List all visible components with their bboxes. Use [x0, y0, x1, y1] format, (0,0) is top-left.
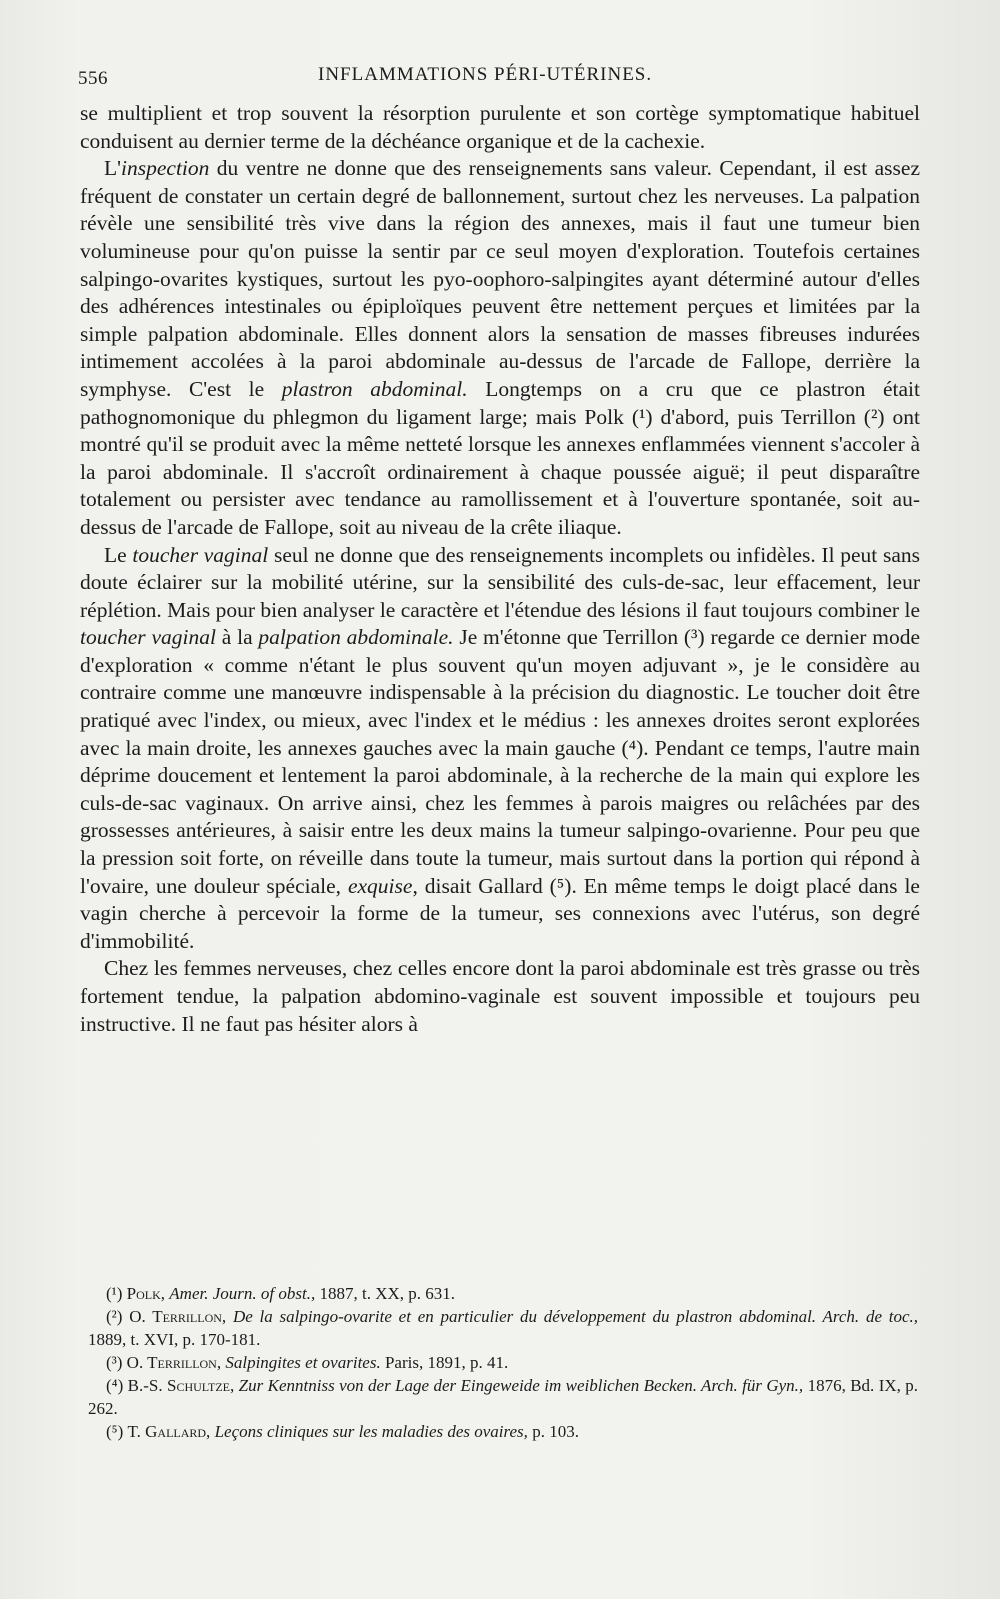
footnote — [88, 1305, 918, 1351]
italic-term: inspection — [121, 156, 210, 181]
footnote-title: Zur Kenntniss von der Lage der Eingeweide im weiblichen Becken. Arch. für Gyn., — [238, 1376, 804, 1395]
paragraph-1: se multiplient et trop souvent la résorption purulente et son cortège symptomatique habituel conduisent au dernier terme de la déchéance organique et de la cachexie. — [80, 101, 920, 153]
footnote-title: Leçons cliniques sur les maladies des ovaires, — [214, 1422, 528, 1441]
text-segment: à la — [215, 625, 259, 650]
footnote-rest: 1876, Bd. IX, p. 262. — [88, 1376, 919, 1418]
italic-term: plastron abdominal. — [281, 376, 468, 401]
footnote-author: Polk, — [126, 1284, 166, 1303]
footnote-mark: (²) — [106, 1307, 123, 1326]
footnote — [88, 1282, 918, 1305]
running-title: INFLAMMATIONS PÉRI-UTÉRINES. — [318, 64, 653, 85]
footnote-rest: 1887, t. XX, p. 631. — [315, 1284, 455, 1303]
paragraph-toucher-vaginal — [80, 542, 920, 956]
text-segment: L' — [104, 156, 122, 181]
text-segment: , disait Gallard (⁵). En même temps le doigt placé dans le vagin cherche à percevoir la forme de la tumeur, ses connexions avec l'utérus, son degré d'immobilité. — [80, 873, 920, 953]
footnote-rest: p. 103. — [527, 1422, 579, 1441]
footnote-author: O. Terrillon, — [126, 1353, 222, 1372]
footnote-rest: 1889, t. XVI, p. 170-181. — [88, 1330, 261, 1349]
text-segment: du ventre ne donne que des renseignements sans valeur. Cependant, il est assez fréquent de constater un certain degré de ballonnement, surtout chez les nerveuses. La palpation révèle une sensibilité très vive dans la région des annexes, mais il faut une tumeur bien volumineuse pour qu'on puisse la sentir par ce seul moyen d'exploration. Toutefois certaines salpingo-ovarites kystiques, surtout les pyo-oophoro-salpingites ayant déterminé autour d'elles des adhérences intestinales ou épiploïques peuvent être nettement perçues et limitées par la simple palpation abdominale. Elles donnent alors la sensation de masses fibreuses indurées intimement accolées à la paroi abdominale au-dessus de l'arcade de Fallope, derrière la symphyse. C'est le — [80, 156, 920, 401]
main-text — [80, 100, 920, 1038]
footnotes — [88, 1282, 918, 1443]
footnote — [88, 1351, 918, 1374]
footnote-mark: (⁴) — [106, 1376, 124, 1395]
footnote-title: Amer. Journ. of obst., — [169, 1284, 316, 1303]
italic-term: toucher vaginal — [132, 542, 269, 567]
footnote — [88, 1374, 918, 1420]
footnote-author: O. Terrillon, — [129, 1307, 227, 1326]
footnote-mark: (⁵) — [106, 1422, 124, 1441]
text-segment: seul ne donne que des renseignements incomplets ou infidèles. Il peut sans doute éclairer sur la mobilité utérine, sur la sensibilité des culs-de-sac, leur effacement, leur réplétion. Mais pour bien analyser le caractère et l'étendue des lésions il faut toujours combiner le — [80, 542, 920, 622]
text-segment: Le — [104, 542, 133, 567]
paragraph-inspection — [80, 155, 920, 541]
footnote-rest: Paris, 1891, p. 41. — [380, 1353, 509, 1372]
italic-term: toucher vaginal — [80, 625, 216, 650]
paragraph-femmes-nerveuses: Chez les femmes nerveuses, chez celles encore dont la paroi abdominale est très grasse ou très fortement tendue, la palpation abdomino-vaginale est souvent impossible et toujours peu instructive. Il ne faut pas hésiter alors à — [80, 956, 920, 1036]
text-segment: Je m'étonne que Terrillon (³) regarde ce dernier mode d'exploration « comme n'étant le plus souvent qu'un moyen adjuvant », je le considère au contraire comme une manœuvre indispensable à la précision du diagnostic. Le toucher doit être pratiqué avec l'index, ou mieux, avec l'index et le médius : les annexes droites seront explorées avec la main droite, les annexes gauches avec la main gauche (⁴). Pendant ce temps, l'autre main déprime doucement et lentement la paroi abdominale, à la recherche de la main qui explore les culs-de-sac vaginaux. On arrive ainsi, chez les femmes à parois maigres ou relâchées par des grossesses antérieures, à saisir entre les deux mains la tumeur salpingo-ovarienne. Pour peu que la pression soit forte, on réveille dans toute la tumeur, mais surtout dans la portion qui répond à l'ovaire, une douleur spéciale, — [80, 625, 921, 898]
text-segment: Longtemps on a cru que ce plastron était pathognomonique du phlegmon du ligament large; mais Polk (¹) d'abord, puis Terrillon (²) ont montré qu'il se produit avec la même netteté lorsque les annexes enflammées viennent s'accoler à la paroi abdominale. Il s'accroît ordinairement à chaque poussée aiguë; il peut disparaître totalement ou persister avec tendance au ramollissement et à l'ouverture spontanée, soit au-dessus de l'arcade de Fallope, soit au niveau de la crête iliaque. — [80, 376, 920, 539]
footnote-author: B.-S. Schultze, — [127, 1376, 235, 1395]
page-header — [78, 64, 918, 94]
footnote-title: Salpingites et ovarites. — [225, 1353, 381, 1372]
italic-term: palpation abdominale. — [258, 625, 454, 650]
footnote-author: T. Gallard, — [127, 1422, 211, 1441]
footnote-mark: (³) — [106, 1353, 123, 1372]
footnote-mark: (¹) — [106, 1284, 123, 1303]
footnote — [88, 1420, 918, 1443]
page-number: 556 — [78, 68, 108, 89]
footnote-title: De la salpingo-ovarite et en particulier du développement du plastron abdominal. Arch. de toc., — [232, 1307, 919, 1326]
italic-term: exquise — [347, 873, 413, 898]
